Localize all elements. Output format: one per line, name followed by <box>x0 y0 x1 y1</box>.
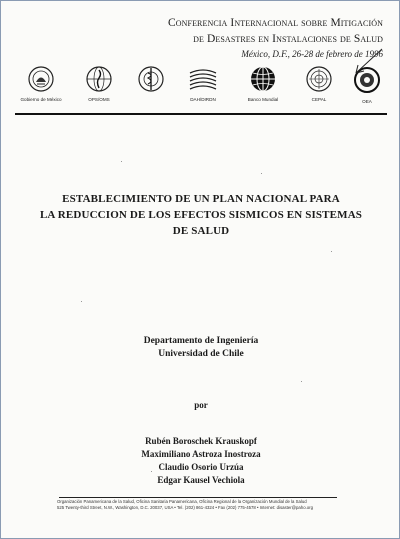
footer-rule <box>59 497 337 498</box>
document-title <box>31 191 371 239</box>
scan-speck <box>301 381 302 382</box>
dha-idndr-icon <box>187 65 219 93</box>
footer-line-1: Organización Panamericana de la Salud, Oficina Sanitaria Panamericana, Oficina Regional de la Organización Mundial de la Salud <box>57 499 307 504</box>
document-title-line-3: DE SALUD <box>172 225 230 237</box>
university-name: Universidad de Chile <box>158 349 244 359</box>
logo-dah-dirdn <box>175 65 231 102</box>
logo-label: OPS/OMS <box>88 97 110 102</box>
document-title-line-1: ESTABLECIMIENTO DE UN PLAN NACIONAL PARA <box>62 193 340 205</box>
logo-banco-mundial <box>235 65 291 102</box>
conference-date: México, D.F., 26-28 de febrero de 1996 <box>241 49 383 59</box>
scan-speck <box>121 161 122 162</box>
by-label: por <box>194 400 208 410</box>
document-title-line-2: LA REDUCCION DE LOS EFECTOS SISMICOS EN SISTEMAS <box>39 209 363 221</box>
author-name: Rubén Boroschek Krauskopf <box>145 436 257 446</box>
who-emblem-icon <box>137 65 165 93</box>
logo-label: CEPAL <box>311 97 327 102</box>
scan-speck <box>151 471 152 472</box>
department-name: Departamento de Ingeniería <box>143 336 259 346</box>
logo-gobierno-mexico <box>13 65 69 102</box>
header-rule <box>15 113 387 115</box>
logo-label: Gobierno de México <box>20 97 62 102</box>
logo-label: Banco Mundial <box>247 97 279 102</box>
footer-line-2: 525 Twenty-third Street, N.W., Washington, D.C. 20037, USA • Tel. (202) 861-4324 • Fax (202) 775-4578 • Internet: disaster@paho.org <box>57 505 314 511</box>
logo-label: DAH/DIRDN <box>190 97 216 102</box>
institution-block <box>101 335 301 361</box>
world-bank-globe-icon <box>249 65 277 93</box>
un-emblem-icon <box>305 65 333 93</box>
handwritten-arrow-icon <box>346 47 386 77</box>
scan-speck <box>81 301 82 302</box>
conference-title-line-2: de Desastres en Instalaciones de Salud <box>193 33 383 45</box>
mexico-seal-icon <box>27 65 55 93</box>
scan-speck <box>331 251 332 252</box>
logo-who <box>123 65 179 97</box>
logo-ops-oms <box>71 65 127 102</box>
conference-title-line-1: Conferencia Internacional sobre Mitigación <box>168 17 383 29</box>
sponsor-logos <box>13 65 389 113</box>
author-list <box>101 435 301 487</box>
author-name: Edgar Kausel Vechiola <box>157 475 245 485</box>
author-name: Maximiliano Astroza Inostroza <box>141 449 261 459</box>
organization-footer <box>57 499 347 512</box>
logo-label: OEA <box>362 99 372 104</box>
author-name: Claudio Osorio Urzúa <box>158 462 244 472</box>
paho-who-icon <box>85 65 113 93</box>
scan-speck <box>261 173 262 174</box>
